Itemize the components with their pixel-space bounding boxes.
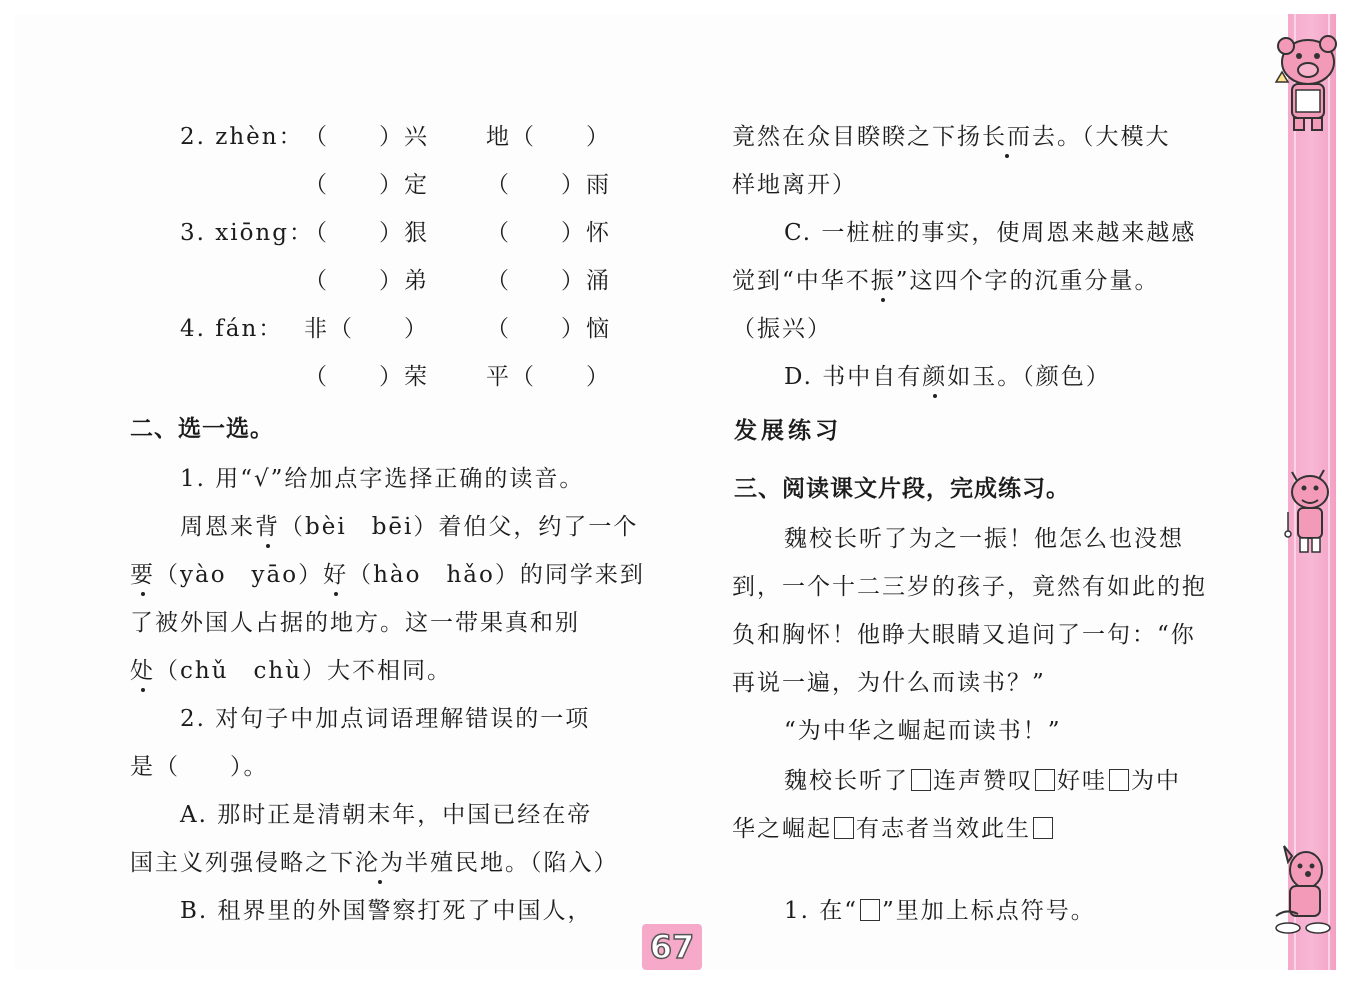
q3-blank-b: （ ）怀 [486, 220, 611, 246]
reading-line-6: 魏校长听了 连声赞叹 好哇 为中 [784, 768, 1181, 794]
s2-passage-line-2: 要（yào yāo）好（hào hǎo）的同学来到 [130, 562, 645, 588]
punctuation-box-sample [860, 899, 880, 921]
section-3-title: 三、阅读课文片段，完成练习。 [734, 476, 1070, 502]
q2-pinyin: 2. zhèn： [180, 124, 304, 150]
pig-mascot-icon [1268, 22, 1340, 134]
reading-line-3: 负和胸怀！他睁大眼睛又追问了一句：“你 [732, 622, 1196, 648]
s2-passage-line-1: 周恩来背（bèi bēi）着伯父，约了一个 [180, 514, 639, 540]
reading-line-4: 再说一遍，为什么而读书？” [732, 670, 1046, 696]
q4-blank-b: （ ）恼 [486, 316, 611, 342]
option-c-line-2: 觉到“中华不振”这四个字的沉重分量。 [732, 268, 1160, 294]
option-b-line-2: 竟然在众目睽睽之下扬长而去。（大模大 [732, 124, 1171, 150]
development-practice-title: 发展练习 [734, 418, 842, 444]
s2-passage-line-3: 了被外国人占据的地方。这一带果真和别 [130, 610, 580, 636]
dotted-word: 扬长而去 [957, 124, 1057, 150]
q3-blank-d: （ ）涌 [486, 268, 611, 294]
fox-mascot-icon [1278, 462, 1340, 558]
option-c-line-3: （振兴） [732, 316, 832, 342]
option-c-line-1: C. 一桩桩的事实，使周恩来越来越感 [784, 220, 1197, 246]
q4-blank-d: 平（ ） [486, 364, 611, 390]
punctuation-box[interactable] [911, 769, 931, 791]
q3-blank-c: （ ）弟 [304, 268, 429, 294]
q3-blank-a: （ ）狠 [304, 220, 429, 246]
punctuation-box[interactable] [834, 817, 854, 839]
dotted-char: 要 [130, 562, 155, 588]
q2-blank-b: 地（ ） [486, 124, 611, 150]
punctuation-box[interactable] [1033, 817, 1053, 839]
punctuation-box[interactable] [1035, 769, 1055, 791]
dotted-word: 沦为 [355, 850, 405, 876]
section-2-title: 二、选一选。 [130, 416, 274, 442]
reading-question-1: 1. 在“ ”里加上标点符号。 [784, 898, 1096, 924]
dotted-char: 背 [255, 514, 280, 540]
page-number: 67 [642, 924, 702, 970]
s2-question-2-cont: 是（ ）。 [130, 754, 269, 780]
s2-question-1: 1. 用“√”给加点字选择正确的读音。 [180, 466, 585, 492]
dog-mascot-icon [1272, 842, 1340, 938]
option-a-line-2: 国主义列强侵略之下沦为半殖民地。（陷入） [130, 850, 619, 876]
workbook-page [14, 14, 1338, 970]
dotted-char: 处 [130, 658, 155, 684]
q2-blank-c: （ ）定 [304, 172, 429, 198]
option-a-line-1: A. 那时正是清朝末年，中国已经在帝 [180, 802, 593, 828]
q2-blank-a: （ ）兴 [304, 124, 429, 150]
option-d-line: D. 书中自有颜如玉。（颜色） [784, 364, 1111, 390]
dotted-char: 振 [870, 268, 896, 294]
dotted-char: 好 [323, 562, 349, 588]
q3-pinyin: 3. xiōng： [180, 220, 314, 246]
s2-question-2: 2. 对句子中加点词语理解错误的一项 [180, 706, 591, 732]
option-b-line-3: 样地离开） [732, 172, 857, 198]
reading-line-2: 到，一个十二三岁的孩子，竟然有如此的抱 [732, 574, 1207, 600]
q4-pinyin: 4. fán： [180, 316, 284, 342]
q2-blank-d: （ ）雨 [486, 172, 611, 198]
punctuation-box[interactable] [1109, 769, 1129, 791]
q4-blank-c: （ ）荣 [304, 364, 429, 390]
dotted-char: 颜 [922, 364, 948, 390]
s2-passage-line-4: 处（chǔ chù）大不相同。 [130, 658, 453, 684]
q4-blank-a: 非（ ） [304, 316, 429, 342]
option-b-line-1: B. 租界里的外国警察打死了中国人， [180, 898, 593, 924]
reading-line-7: 华之崛起 有志者当效此生 [732, 814, 1055, 844]
reading-line-5: “为中华之崛起而读书！” [784, 718, 1062, 744]
reading-line-1: 魏校长听了为之一振！他怎么也没想 [784, 526, 1184, 552]
